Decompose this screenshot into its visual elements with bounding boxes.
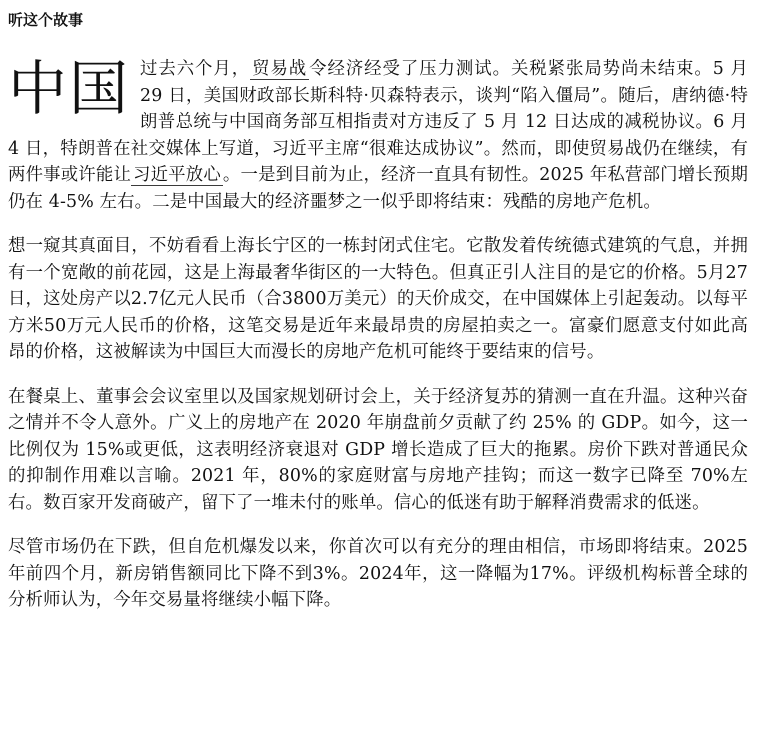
paragraph-text: 。一是到目前为止，经济一直具有韧性。2025 年私营部门增长预期仍在 4-5% 左右。二是中国最大的经济噩梦之一似乎即将结束：残酷的房地产危机。 (8, 165, 748, 212)
article-paragraph-2: 想一窥其真面目，不妨看看上海长宁区的一栋封闭式住宅。它散发着传统德式建筑的气息，并拥有一个宽敞的前花园，这是上海最奢华街区的一大特色。但真正引人注目的是它的价格。5月27日，这处房产以2.7亿元人民币（合3800万美元）的天价成交，在中国媒体上引起轰动。以每平方米50万元人民币的价格，这笔交易是近年来最昂贵的房屋拍卖之一。富豪们愿意支付如此高昂的价格，这被解读为中国巨大而漫长的房地产危机可能终于要结束的信号。 (8, 236, 748, 362)
dropcap: 中国 (8, 54, 131, 123)
article-paragraph-3: 在餐桌上、董事会会议室里以及国家规划研讨会上，关于经济复苏的猜测一直在升温。这种兴奋之情并不令人意外。广义上的房地产在 2020 年崩盘前夕贡献了约 25% 的 GDP。如今，这一比例仅为 15%或更低，这表明经济衰退对 GDP 增长造成了巨大的拖累。房价下跌对普通民众的抑制作用难以言喻。2021 年，80%的家庭财富与房地产挂钩；而这一数字已降至 70%左右。数百家开发商破产，留下了一堆未付的账单。信心的低迷有助于解释消费需求的低迷。 (8, 386, 748, 513)
page-header (8, 8, 83, 32)
article-paragraph-1 (8, 56, 748, 215)
paragraph-text: 令经济经受了压力测试。关税紧张局势尚未结束。5 月 29 日，美国财政部长斯科特·贝森特表示，谈判“陷入僵局”。随后，唐纳德·特朗普总统与中国商务部互相指责对方违反了 5 月 12 日达成的减税协议。6 月 4 日，特朗普在社交媒体上写道，习近平主席“很难达成协议”。然而，即使贸易战仍在继续，有两件事或许能让 (8, 59, 748, 185)
paragraph-text: 过去六个月， (140, 59, 251, 79)
xi-reassure-link[interactable]: 习近平放心 (133, 165, 221, 185)
article-body (8, 56, 748, 614)
trade-war-link[interactable]: 贸易战 (252, 59, 308, 79)
listen-story-title: 听这个故事 (8, 11, 84, 29)
article-paragraph-4: 尽管市场仍在下跌，但自危机爆发以来，你首次可以有充分的理由相信，市场即将结束。2025年前四个月，新房销售额同比下降不到3%。2024年，这一降幅为17%。评级机构标普全球的分析师认为，今年交易量将继续小幅下降。 (8, 537, 748, 610)
